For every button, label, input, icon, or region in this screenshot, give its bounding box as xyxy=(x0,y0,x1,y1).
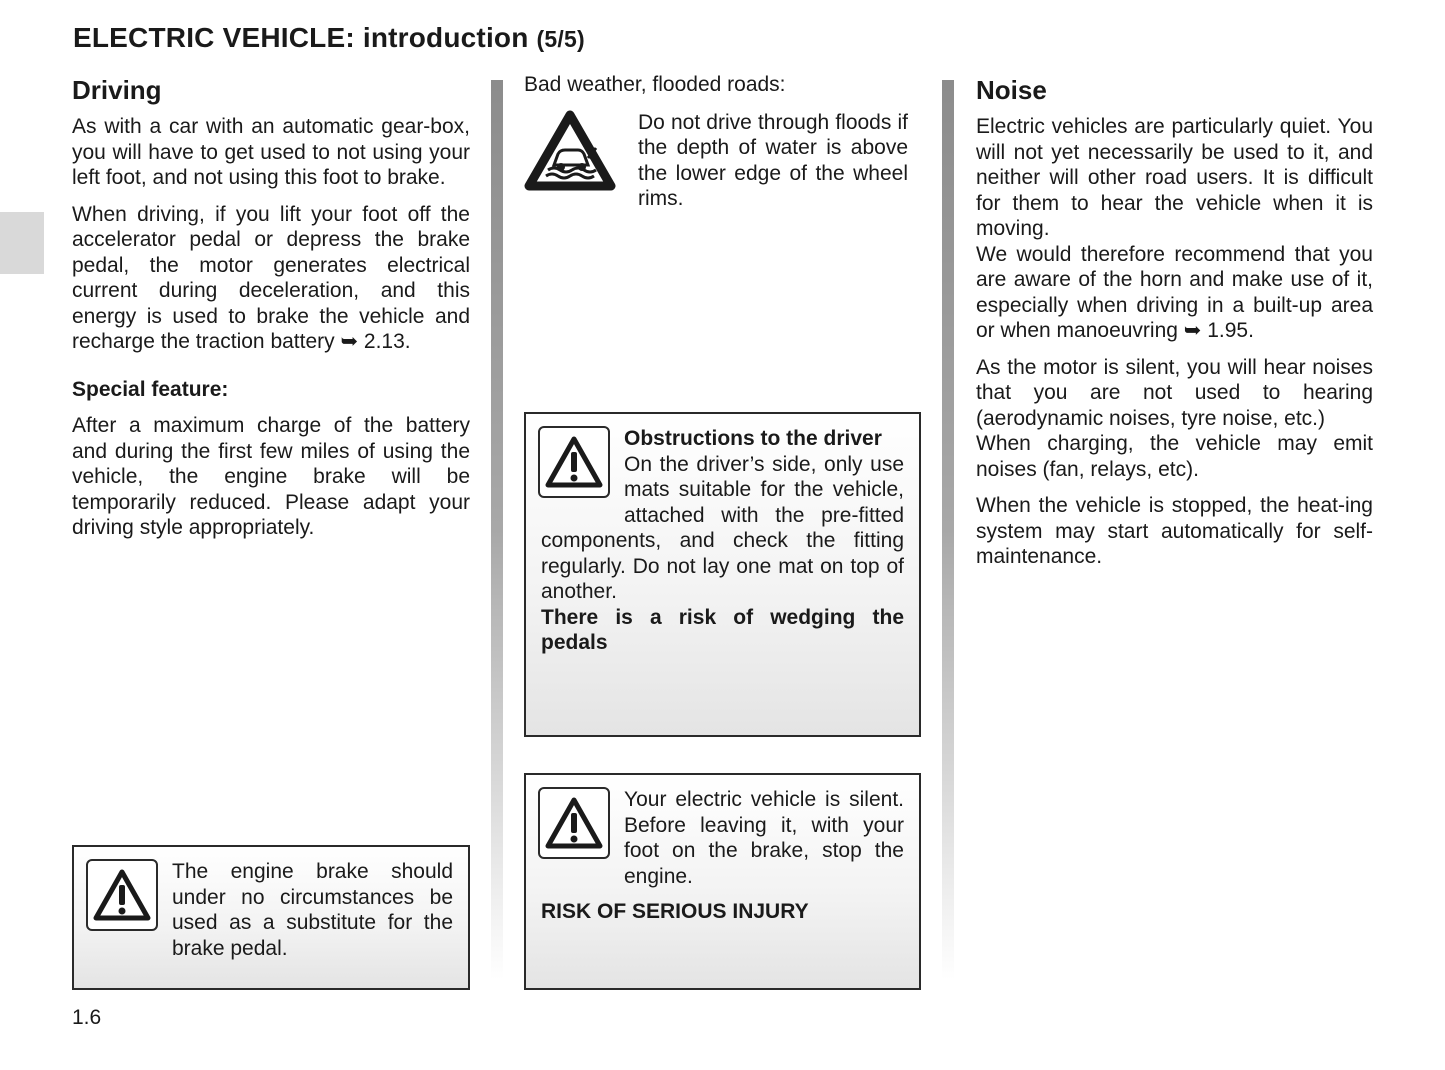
obstruction-risk: There is a risk of wedging the pedals xyxy=(541,605,904,654)
obstruction-title: Obstructions to the driver xyxy=(624,427,882,450)
obstruction-warning-box xyxy=(524,412,921,737)
page-title xyxy=(73,22,585,54)
noise-paragraph-2: As the motor is silent, you will hear noises that you are not used to hearing (aerodynamic noises, tyre noise, etc.) xyxy=(976,355,1373,430)
noise-paragraph-1: Electric vehicles are particularly quiet. You will not yet necessarily be used to it, and neither will other road users. It is difficult for them to hear the vehicle when it is moving. xyxy=(976,115,1373,240)
serious-injury-risk: RISK OF SERIOUS INJURY xyxy=(541,900,809,923)
silent-vehicle-text: Your electric vehicle is silent. Before leaving it, with your foot on the brake, stop the engine. xyxy=(624,788,904,888)
noise-paragraph-2b: When charging, the vehicle may emit noises (fan, relays, etc). xyxy=(976,432,1373,481)
flood-warning-text: Do not drive through floods if the depth of water is above the lower edge of the wheel rims. xyxy=(638,110,908,210)
weather-column xyxy=(524,72,921,223)
warning-triangle-icon xyxy=(538,426,610,498)
flood-warning xyxy=(524,110,921,223)
page-title-counter: (5/5) xyxy=(536,26,585,52)
warning-triangle-icon xyxy=(538,787,610,859)
noise-paragraph-3: When the vehicle is stopped, the heat-ing system may start automatically for self-maintenance. xyxy=(976,494,1373,568)
flood-warning-icon xyxy=(524,110,638,200)
warning-triangle-icon xyxy=(86,859,158,931)
driving-paragraph-1: As with a car with an automatic gear-box, you will have to get used to not using your left foot, and not using this foot to brake. xyxy=(72,115,470,189)
engine-brake-warning-text: The engine brake should under no circumstances be used as a substitute for the brake pedal. xyxy=(172,860,453,960)
driving-paragraph-2: When driving, if you lift your foot off the accelerator pedal or depress the brake pedal, the motor generates electrical current during deceleration, and this energy is used to brake the vehicle and recharge the traction battery ➥ 2.13. xyxy=(72,202,470,353)
page-title-text: ELECTRIC VEHICLE: introduction xyxy=(73,22,529,53)
special-feature-text: After a maximum charge of the battery and during the first few miles of using the vehicle, the engine brake will be temporarily reduced. Please adapt your driving style appropriately. xyxy=(72,414,470,539)
engine-brake-warning-box xyxy=(72,845,470,990)
special-feature-heading: Special feature: xyxy=(72,377,229,401)
noise-paragraph-1b: We would therefore recommend that you are aware of the horn and make use of it, especially when driving in a built-up area or when manoeuvring ➥ 1.95. xyxy=(976,242,1373,342)
noise-heading: Noise xyxy=(976,75,1047,105)
column-divider-right xyxy=(942,80,954,980)
driving-column xyxy=(72,72,470,552)
page-number: 1.6 xyxy=(72,1006,102,1029)
bad-weather-intro: Bad weather, flooded roads: xyxy=(524,73,786,96)
column-divider-left xyxy=(491,80,503,980)
driving-heading: Driving xyxy=(72,75,162,105)
silent-vehicle-warning-box xyxy=(524,773,921,990)
section-side-tab xyxy=(0,212,44,274)
obstruction-text: On the driver’s side, only use mats suitable for the vehicle, attached with the pre-fitted components, and check the fitting regularly. Do not lay one mat on top of another. xyxy=(541,452,904,603)
noise-column xyxy=(976,72,1373,581)
